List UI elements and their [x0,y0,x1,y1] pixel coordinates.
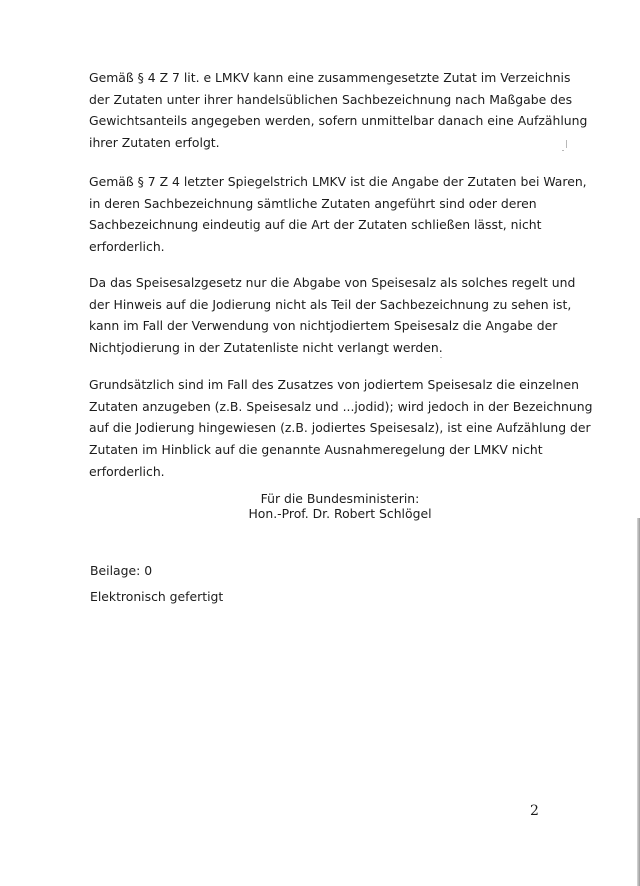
paragraph-composite-ingredient [89,67,588,154]
scan-speck [562,150,564,151]
paragraph-iodized-salt [89,374,593,483]
text-line: ihrer Zutaten erfolgt. [89,135,220,151]
signature-role: Für die Bundesministerin: [260,491,420,506]
signature-name: Hon.-Prof. Dr. Robert Schlögel [248,506,432,521]
text-line: erforderlich. [89,239,165,255]
text-line: kann im Fall der Verwendung von nichtjodiertem Speisesalz die Angabe der [89,318,558,334]
text-line: erforderlich. [89,463,165,479]
scan-speck [566,140,567,148]
text-line: auf die Jodierung hingewiesen (z.B. jodiertes Speisesalz), ist eine Aufzählung der [89,420,591,436]
paragraph-salt-law [89,272,576,359]
paragraph-ingredient-exemption [89,171,587,258]
scan-speck [440,357,442,358]
text-line: der Zutaten unter ihrer handelsüblichen Sachbezeichnung nach Maßgabe des [89,91,573,107]
text-line: Nichtjodierung in der Zutatenliste nicht verlangt werden. [89,340,443,356]
text-line: Gemäß § 7 Z 4 letzter Spiegelstrich LMKV ist die Angabe der Zutaten bei Waren, [89,174,587,189]
text-line: Grundsätzlich sind im Fall des Zusatzes von jodiertem Speisesalz die einzelnen [89,377,579,392]
signature-block [190,491,490,521]
text-line: Sachbezeichnung eindeutig auf die Art der Zutaten schließen lässt, nicht [89,217,542,233]
text-line: Zutaten im Hinblick auf die genannte Ausnahmeregelung der LMKV nicht [89,442,543,458]
electronic-signature-note: Elektronisch gefertigt [90,589,224,604]
page-number: 2 [530,803,539,819]
text-line: Gemäß § 4 Z 7 lit. e LMKV kann eine zusammengesetzte Zutat im Verzeichnis [89,70,571,85]
enclosure-note: Beilage: 0 [90,563,153,578]
text-line: der Hinweis auf die Jodierung nicht als Teil der Sachbezeichnung zu sehen ist, [89,296,572,312]
text-line: in deren Sachbezeichnung sämtliche Zutaten angeführt sind oder deren [89,195,537,211]
text-line: Gewichtsanteils angegeben werden, sofern unmittelbar danach eine Aufzählung [89,113,588,129]
text-line: Zutaten anzugeben (z.B. Speisesalz und ...jodid); wird jedoch in der Bezeichnung [89,398,593,414]
text-line: Da das Speisesalzgesetz nur die Abgabe von Speisesalz als solches regelt und [89,275,576,290]
